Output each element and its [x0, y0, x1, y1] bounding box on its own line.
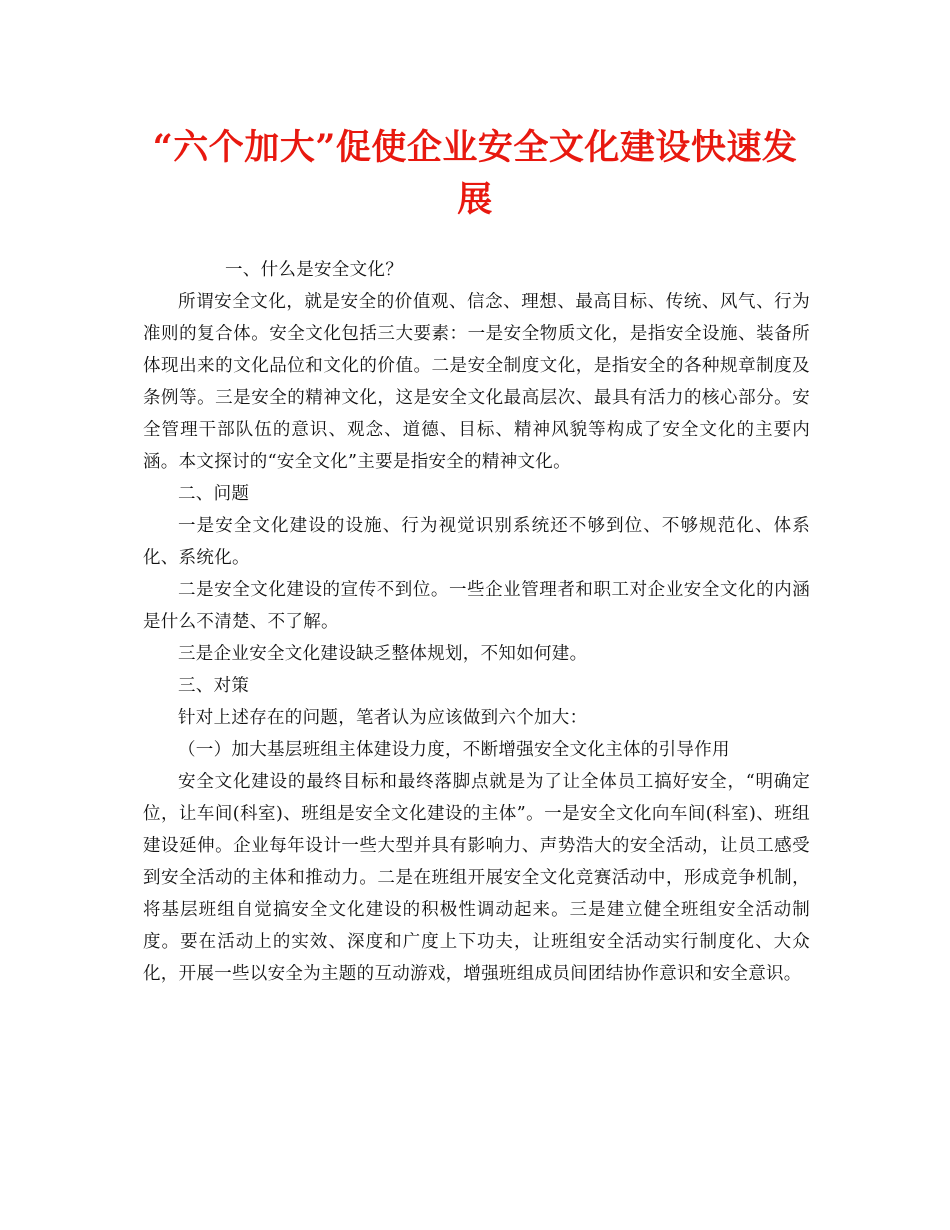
paragraph-six-increases-intro: 针对上述存在的问题，笔者认为应该做到六个加大： [178, 708, 588, 728]
paragraph-problem-1: 一是安全文化建设的设施、行为视觉识别系统还不够到位、不够规范化、体系化、系统化。 [143, 516, 810, 568]
paragraph-problem-2: 二是安全文化建设的宣传不到位。一些企业管理者和职工对企业安全文化的内涵是什么不清楚、不了解。 [143, 580, 810, 632]
subheading-measure-1: （一）加大基层班组主体建设力度，不断增强安全文化主体的引导作用 [178, 740, 730, 760]
document-body [143, 254, 810, 990]
section-heading-problems: 二、问题 [178, 484, 250, 504]
paragraph-definition: 所谓安全文化，就是安全的价值观、信念、理想、最高目标、传统、风气、行为准则的复合体。安全文化包括三大要素：一是安全物质文化，是指安全设施、装备所体现出来的文化品位和文化的价值。二是安全制度文化，是指安全的各种规章制度及条例等。三是安全的精神文化，这是安全文化最高层次、最具有活力的核心部分。安全管理干部队伍的意识、观念、道德、目标、精神风貌等构成了安全文化的主要内涵。本文探讨的“安全文化”主要是指安全的精神文化。 [143, 292, 810, 472]
paragraph-problem-3: 三是企业安全文化建设缺乏整体规划，不知如何建。 [178, 644, 588, 664]
document-title: “六个加大”促使企业安全文化建设快速发展 [152, 127, 798, 220]
paragraph-measure-1-detail: 安全文化建设的最终目标和最终落脚点就是为了让全体员工搞好安全，“明确定位，让车间(科室)、班组是安全文化建设的主体”。一是安全文化向车间(科室)、班组建设延伸。企业每年设计一些大型并具有影响力、声势浩大的安全活动，让员工感受到安全活动的主体和推动力。二是在班组开展安全文化竞赛活动中，形成竞争机制，将基层班组自觉搞安全文化建设的积极性调动起来。三是建立健全班组安全活动制度。要在活动上的实效、深度和广度上下功夫，让班组安全活动实行制度化、大众化，开展一些以安全为主题的互动游戏，增强班组成员间团结协作意识和安全意识。 [143, 772, 810, 984]
section-heading-countermeasures: 三、对策 [178, 676, 250, 696]
section-heading-what-is-safety-culture: 一、什么是安全文化？ [225, 260, 403, 280]
